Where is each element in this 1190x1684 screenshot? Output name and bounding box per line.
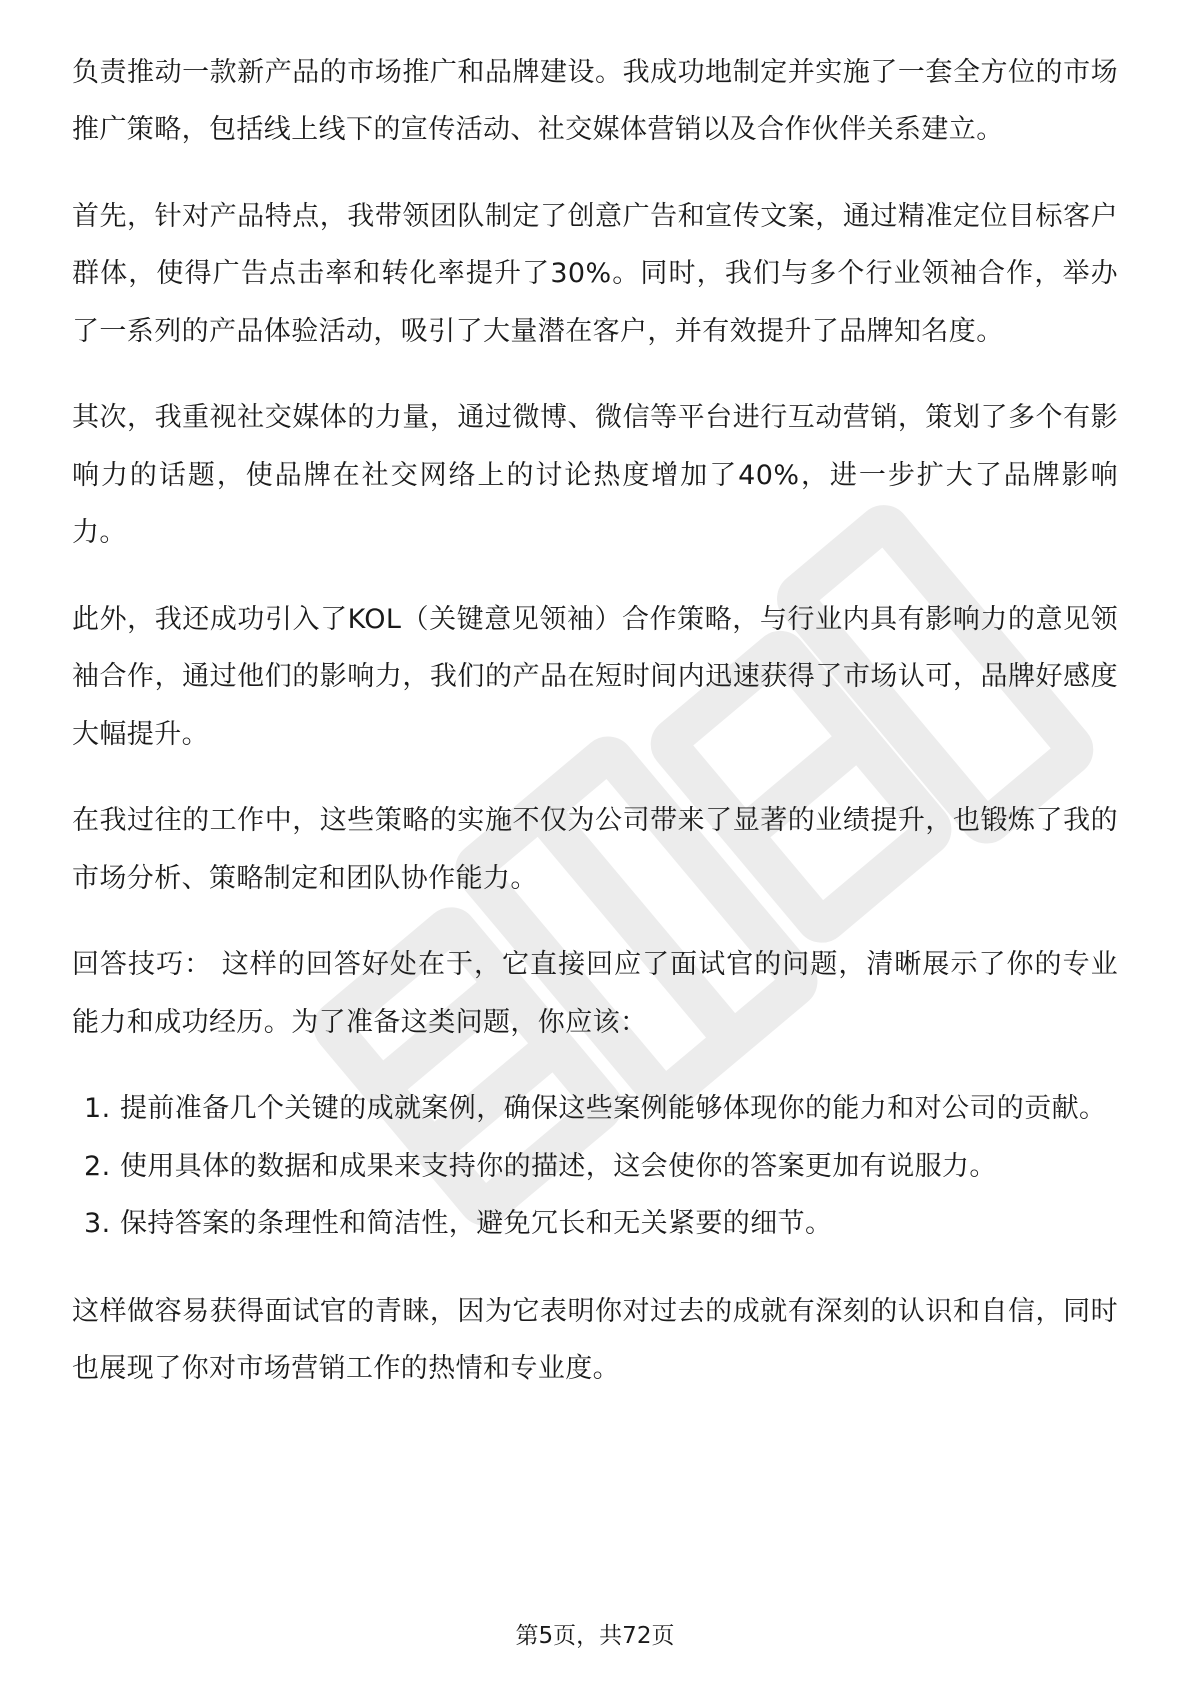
paragraph-summary: 在我过往的工作中，这些策略的实施不仅为公司带来了显著的业绩提升，也锻炼了我的市场分析、策略制定和团队协作能力。 (72, 805, 1118, 894)
list-item (84, 1138, 1118, 1196)
list-item-text: 提前准备几个关键的成就案例，确保这些案例能够体现你的能力和对公司的贡献。 (120, 1093, 1107, 1124)
list-item-number: 1. (84, 1093, 111, 1124)
list-item (84, 1195, 1118, 1253)
paragraph-closing: 这样做容易获得面试官的青睐，因为它表明你对过去的成就有深刻的认识和自信，同时也展现了你对市场营销工作的热情和专业度。 (72, 1295, 1118, 1384)
list-item-text: 使用具体的数据和成果来支持你的描述，这会使你的答案更加有说服力。 (120, 1150, 997, 1182)
list-item-number: 3. (84, 1208, 111, 1239)
tips-list (72, 1080, 1118, 1253)
paragraph-second-point: 其次，我重视社交媒体的力量，通过微博、微信等平台进行互动营销，策划了多个有影响力的话题，使品牌在社交网络上的讨论热度增加了40%，进一步扩大了品牌影响力。 (72, 402, 1118, 548)
paragraph-third-point: 此外，我还成功引入了KOL（关键意见领袖）合作策略，与行业内具有影响力的意见领袖合作，通过他们的影响力，我们的产品在短时间内迅速获得了市场认可，品牌好感度大幅提升。 (72, 603, 1118, 750)
top-crop-mask (0, 0, 1190, 34)
page-number-footer: 第5页，共72页 (515, 1623, 675, 1649)
document-body (72, 34, 1118, 1427)
paragraph-intro: 负责推动一款新产品的市场推广和品牌建设。我成功地制定并实施了一套全方位的市场推广策略，包括线上线下的宣传活动、社交媒体营销以及合作伙伴关系建立。 (72, 56, 1118, 145)
list-item-number: 2. (84, 1150, 111, 1182)
list-item-text: 保持答案的条理性和简洁性，避免冗长和无关紧要的细节。 (120, 1208, 833, 1239)
list-item (84, 1080, 1118, 1138)
paragraph-first-point: 首先，针对产品特点，我带领团队制定了创意广告和宣传文案，通过精准定位目标客户群体，使得广告点击率和转化率提升了30%。同时，我们与多个行业领袖合作，举办了一系列的产品体验活动，吸引了大量潜在客户，并有效提升了品牌知名度。 (72, 200, 1118, 347)
paragraph-answer-tips: 回答技巧： 这样的回答好处在于，它直接回应了面试官的问题，清晰展示了你的专业能力和成功经历。为了准备这类问题，你应该： (72, 949, 1118, 1038)
